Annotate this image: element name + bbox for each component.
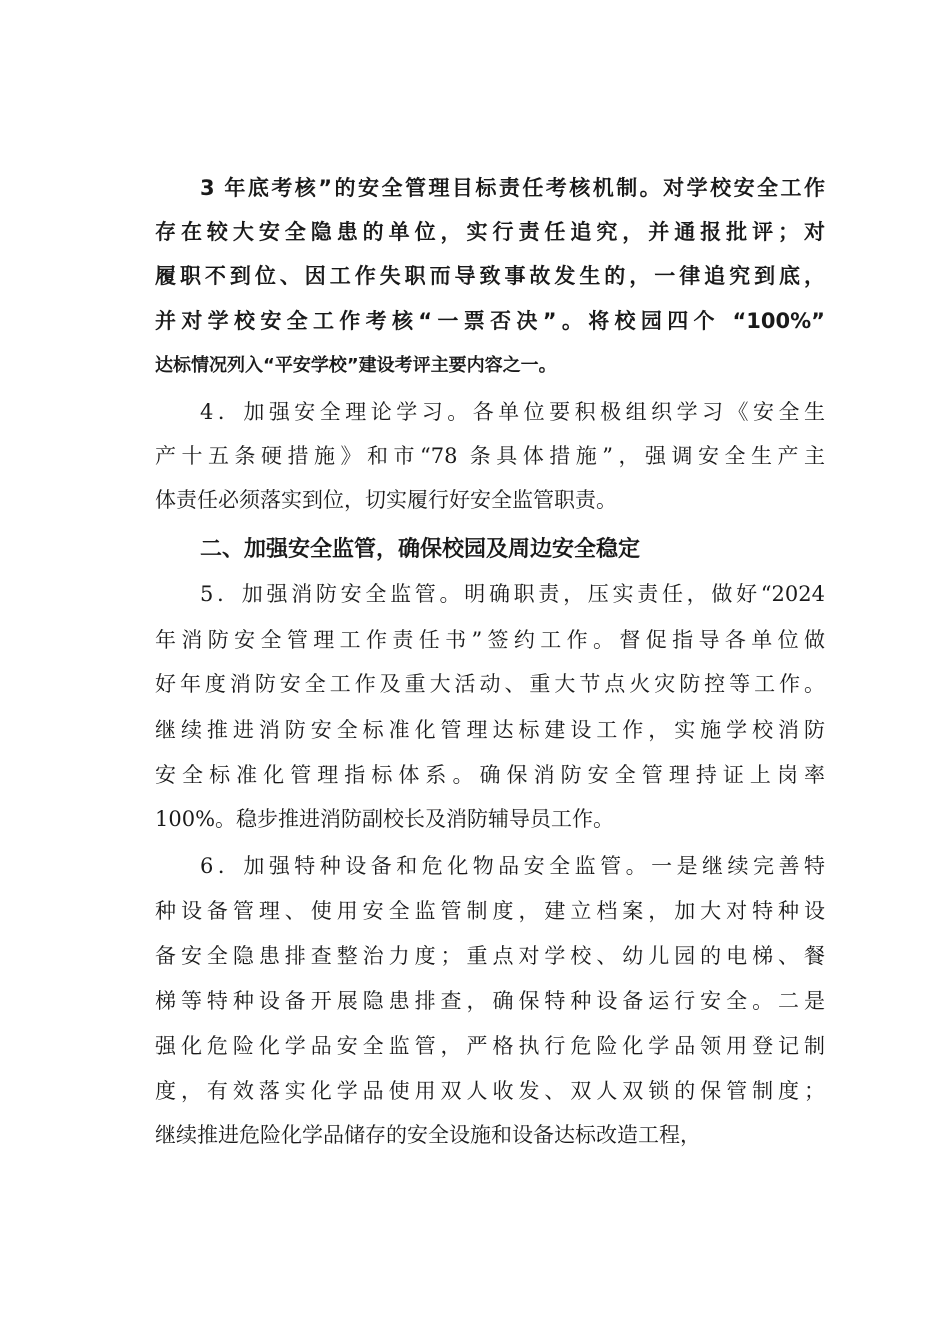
paragraph-3-line-1: 5．加强消防安全监管。明确职责，压实责任，做好“2024 bbox=[200, 582, 825, 606]
paragraph-4-line-7: 继续推进危险化学品储存的安全设施和设备达标改造工程， bbox=[155, 1123, 701, 1147]
paragraph-1-line-5: 达标情况列入“平安学校”建设考评主要内容之一。 bbox=[155, 355, 557, 376]
paragraph-3-line-5: 安全标准化管理指标体系。确保消防安全管理持证上岗率 bbox=[155, 763, 825, 787]
paragraph-4-line-1: 6．加强特种设备和危化物品安全监管。一是继续完善特 bbox=[200, 854, 825, 878]
paragraph-4-line-5: 强化危险化学品安全监管，严格执行危险化学品领用登记制 bbox=[155, 1034, 825, 1058]
paragraph-4-line-6: 度，有效落实化学品使用双人收发、双人双锁的保管制度； bbox=[155, 1079, 825, 1103]
section-heading: 二、加强安全监管，确保校园及周边安全稳定 bbox=[200, 537, 641, 562]
paragraph-1-line-1: 3 年底考核”的安全管理目标责任考核机制。对学校安全工作 bbox=[200, 176, 825, 200]
paragraph-4-line-3: 备安全隐患排查整治力度；重点对学校、幼儿园的电梯、餐 bbox=[155, 944, 825, 968]
paragraph-2-line-3: 体责任必须落实到位，切实履行好安全监管职责。 bbox=[155, 488, 617, 512]
paragraph-1-line-4: 并对学校安全工作考核“一票否决”。将校园四个 “100%” bbox=[155, 309, 825, 333]
paragraph-2-line-1: 4．加强安全理论学习。各单位要积极组织学习《安全生 bbox=[200, 400, 825, 424]
paragraph-3-line-4: 继续推进消防安全标准化管理达标建设工作，实施学校消防 bbox=[155, 718, 825, 742]
paragraph-3-line-6: 100%。稳步推进消防副校长及消防辅导员工作。 bbox=[155, 807, 615, 831]
paragraph-1-line-2: 存在较大安全隐患的单位，实行责任追究，并通报批评；对 bbox=[155, 220, 825, 244]
paragraph-4-line-2: 种设备管理、使用安全监管制度，建立档案，加大对特种设 bbox=[155, 899, 825, 923]
paragraph-3-line-3: 好年度消防安全工作及重大活动、重大节点火灾防控等工作。 bbox=[155, 672, 825, 696]
paragraph-1-line-3: 履职不到位、因工作失职而导致事故发生的，一律追究到底， bbox=[155, 264, 825, 288]
paragraph-4-line-4: 梯等特种设备开展隐患排查，确保特种设备运行安全。二是 bbox=[155, 989, 825, 1013]
paragraph-2-line-2: 产十五条硬措施》和市“78 条具体措施”，强调安全生产主 bbox=[155, 444, 825, 468]
paragraph-3-line-2: 年消防安全管理工作责任书”签约工作。督促指导各单位做 bbox=[155, 628, 825, 652]
